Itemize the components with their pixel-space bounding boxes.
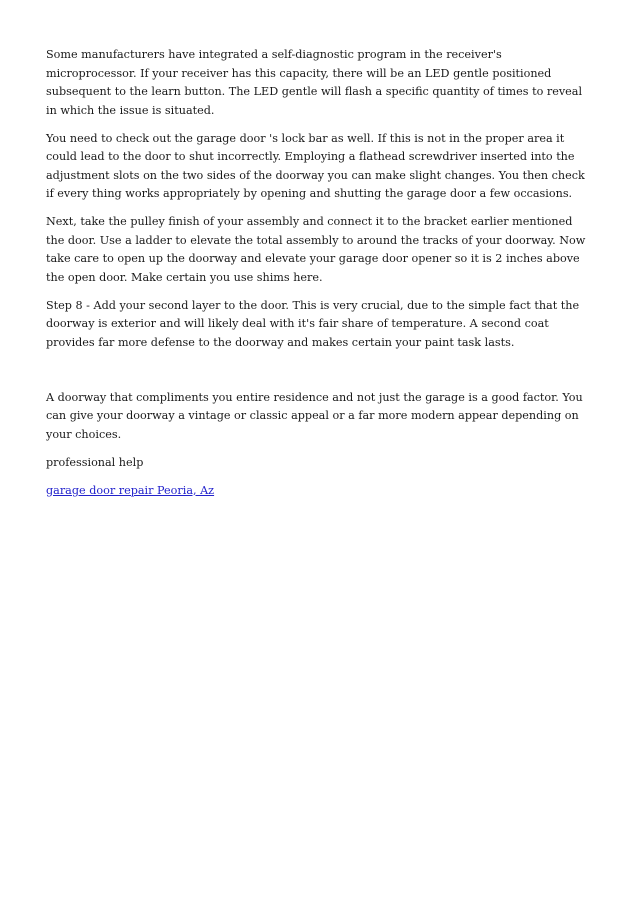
document-page xyxy=(46,46,594,510)
section-spacer xyxy=(46,362,594,389)
paragraph-lock-bar: You need to check out the garage door 's lock bar as well. If this is not in the proper area it could lead to the door to shut incorrectly. Employing a flathead screwdriver inserted into the adjustment slots on the two sides of the doorway you can make slight changes. You then check if every thing works appropriately by opening and shutting the garage door a few occasions. xyxy=(46,131,585,200)
paragraph-doorway-appeal: A doorway that compliments you entire residence and not just the garage is a good factor. You can give your doorway a vintage or classic appeal or a far more modern appear depending on your choices. xyxy=(46,390,583,441)
paragraph-receiver-diagnostic: Some manufacturers have integrated a self-diagnostic program in the receiver's microprocessor. If your receiver has this capacity, there will be an LED gentle positioned subsequent to the learn button. The LED gentle will flash a specific quantity of times to reveal in which the issue is situated. xyxy=(46,48,583,117)
link-paragraph xyxy=(46,482,594,501)
paragraph-second-layer: Step 8 - Add your second layer to the door. This is very crucial, due to the simple fact that the doorway is exterior and will likely deal with it's fair share of temperature. A second coat provides far more defense to the doorway and makes certain your paint task lasts. xyxy=(46,298,580,349)
paragraph-pulley-assembly: Next, take the pulley finish of your assembly and connect it to the bracket earlier mentioned the door. Use a ladder to elevate the total assembly to around the tracks of your doorway. Now take care to open up the doorway and elevate your garage door opener so it is 2 inches above the open door. Make certain you use shims here. xyxy=(46,215,586,284)
paragraph-professional-help: professional help xyxy=(46,455,144,469)
garage-door-repair-link[interactable]: garage door repair Peoria, Az xyxy=(46,483,215,497)
